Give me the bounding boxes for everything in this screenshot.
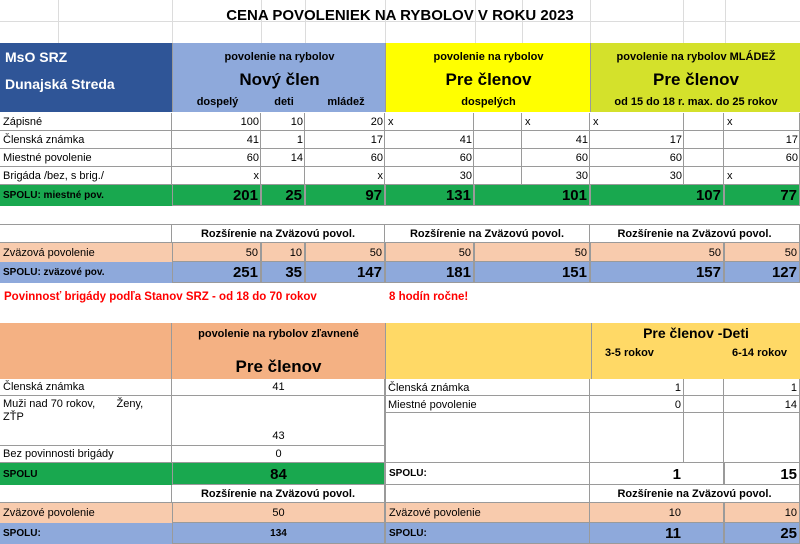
- header-members-adult-title: Pre členov: [445, 70, 532, 89]
- kids-row-label: Miestné povolenie: [388, 398, 477, 411]
- org-line1: MsO SRZ: [5, 49, 68, 65]
- table-cell: [474, 113, 522, 131]
- table-value: 17: [669, 134, 682, 146]
- disc-zv-value: 50: [272, 507, 285, 519]
- zv-row-label: Zväzová povolenie: [3, 246, 95, 259]
- header-sub-adult: dospelý: [196, 96, 239, 108]
- disc-ext-header: Rozšírenie na Zväzovú povol.: [172, 485, 385, 503]
- table-value: x: [593, 116, 599, 128]
- total-value: 101: [561, 187, 587, 204]
- org-box: [0, 43, 172, 112]
- disc-row-value: 0: [275, 448, 282, 460]
- table-value: 14: [290, 152, 303, 164]
- disc-row-value: 43: [272, 430, 285, 442]
- header-members-youth-sub: od 15 do 18 r. max. do 25 rokov: [614, 96, 778, 108]
- ext-header-cell: Rozšírenie na Zväzovú povol.: [590, 224, 800, 243]
- table-value: x: [388, 116, 394, 128]
- header-new-member-top: povolenie na rybolov: [224, 51, 335, 63]
- disc-row-label: Muži nad 70 rokov, Ženy, ZŤP: [3, 398, 144, 423]
- zv-value: 50: [245, 246, 258, 259]
- table-value: 30: [459, 170, 472, 182]
- header-sub-kids: deti: [274, 96, 294, 108]
- zv-total-value: 147: [356, 264, 382, 281]
- table-value: 41: [459, 134, 472, 146]
- table-value: 60: [669, 152, 682, 164]
- table-value: 60: [246, 152, 259, 164]
- total-value: 77: [780, 187, 797, 204]
- zv-value: 50: [574, 246, 587, 259]
- kids-value-a: 1: [674, 381, 681, 394]
- discount-header-blank: [0, 323, 172, 379]
- disc-total-label: SPOLU: [3, 468, 38, 480]
- header-new-member: [172, 43, 385, 112]
- kids-value-b: 14: [784, 398, 797, 411]
- table-cell: [474, 149, 522, 167]
- table-cell: [684, 131, 724, 149]
- zv-total-value: 127: [771, 264, 797, 281]
- kids-total-a: 1: [672, 465, 681, 483]
- header-members-youth-title: Pre členov: [653, 70, 739, 89]
- kids-ext-blank: [385, 485, 590, 503]
- header-members-adult-top: povolenie na rybolov: [433, 51, 544, 63]
- table-value: x: [377, 170, 383, 182]
- zv-value: 50: [458, 246, 471, 259]
- table-cell: [684, 113, 724, 131]
- total-value: 131: [445, 187, 471, 204]
- header-new-member-title: Nový člen: [239, 70, 320, 89]
- kids-total-label: SPOLU:: [385, 463, 590, 485]
- kids-col-3-5: 3-5 rokov: [605, 347, 654, 359]
- table-value: 60: [785, 152, 798, 164]
- total-row-label: SPOLU: miestné pov.: [3, 190, 104, 201]
- zv-total-value: 251: [232, 264, 258, 281]
- brigade-hours: 8 hodín ročne!: [389, 291, 469, 303]
- total-value: 97: [365, 187, 382, 204]
- table-value: 17: [370, 134, 383, 146]
- org-line2: Dunajská Streda: [5, 76, 115, 92]
- table-row-label: Miestné povolenie: [0, 149, 172, 167]
- kids-ext-header: Rozšírenie na Zväzovú povol.: [590, 485, 800, 503]
- table-value: x: [727, 116, 733, 128]
- kids-cell-gap: [684, 396, 724, 413]
- disc-row-label: Členská známka: [3, 381, 85, 393]
- kids-header: [385, 323, 800, 379]
- zv-value: 10: [289, 246, 302, 259]
- page-title: CENA POVOLENIEK NA RYBOLOV V ROKU 2023: [226, 6, 574, 24]
- zv-total-value: 157: [695, 264, 721, 281]
- kids-value-b: 1: [790, 381, 797, 394]
- disc-row-value: 41: [272, 381, 285, 393]
- header-members-adult-sub: dospelých: [461, 96, 516, 108]
- table-value: 41: [575, 134, 588, 146]
- table-value: 60: [575, 152, 588, 164]
- table-row-label: Zápisné: [0, 113, 172, 131]
- header-members-adult: [385, 43, 590, 112]
- zv-value: 50: [708, 246, 721, 259]
- table-cell: [474, 167, 522, 185]
- discount-header: [0, 323, 385, 379]
- kids-zv-label: Zväzové povolenie: [385, 503, 590, 523]
- table-cell: [261, 167, 305, 185]
- discount-header-top: povolenie na rybolov zľavnené: [198, 328, 359, 340]
- kids-header-title: Pre členov -Deti: [643, 325, 749, 341]
- disc-ext-blank: [0, 485, 172, 503]
- kids-value-a: 0: [674, 398, 681, 411]
- kids-total-b: 15: [780, 465, 797, 483]
- disc-sum-label: SPOLU:: [3, 528, 41, 539]
- table-value: 1: [296, 134, 303, 146]
- header-members-youth-top: povolenie na rybolov MLÁDEŽ: [616, 51, 776, 63]
- disc-sum-value: 134: [270, 528, 287, 539]
- table-value: 30: [669, 170, 682, 182]
- zv-total-label: SPOLU: zväzové pov.: [3, 267, 105, 278]
- header-sub-youth: mládež: [327, 96, 365, 108]
- ext-header-cell: Rozšírenie na Zväzovú povol.: [172, 224, 385, 243]
- ext-header-cell: Rozšírenie na Zväzovú povol.: [385, 224, 590, 243]
- disc-zv-label: Zväzové povolenie: [3, 507, 95, 519]
- table-value: 30: [575, 170, 588, 182]
- table-cell: [684, 149, 724, 167]
- disc-row-label: Bez povinnosti brigády: [3, 448, 114, 460]
- table-value: 20: [370, 116, 383, 128]
- table-value: 17: [785, 134, 798, 146]
- table-value: x: [253, 170, 259, 182]
- total-value: 201: [232, 187, 258, 204]
- kids-zv-b: 10: [784, 507, 797, 519]
- kids-sum-label: SPOLU:: [385, 523, 590, 544]
- kids-empty: [590, 413, 684, 463]
- kids-row-label: Členská známka: [388, 381, 470, 394]
- table-row-label: Brigáda /bez, s brig./: [0, 167, 172, 185]
- ext-header-blank: [0, 224, 172, 243]
- disc-total-value: 84: [270, 465, 287, 483]
- zv-total-value: 151: [561, 264, 587, 281]
- kids-sum-a: 11: [665, 525, 681, 542]
- table-cell: [684, 167, 724, 185]
- discount-header-title: Pre členov: [235, 357, 322, 376]
- kids-empty: [684, 413, 724, 463]
- kids-empty: [385, 413, 590, 463]
- kids-empty: [724, 413, 800, 463]
- zv-total-value: 35: [285, 264, 302, 281]
- zv-value: 50: [369, 246, 382, 259]
- total-value: 107: [695, 187, 721, 204]
- table-row-label: Členská známka: [0, 131, 172, 149]
- kids-cell-gap: [684, 379, 724, 396]
- table-value: 100: [240, 116, 259, 128]
- kids-sum-b: 25: [780, 525, 797, 542]
- table-value: x: [525, 116, 531, 128]
- kids-zv-a: 10: [668, 507, 681, 519]
- header-members-youth: [590, 43, 800, 112]
- table-value: x: [727, 170, 733, 182]
- zv-total-value: 181: [445, 264, 471, 281]
- table-value: 10: [290, 116, 303, 128]
- kids-col-6-14: 6-14 rokov: [732, 347, 788, 359]
- table-cell: [474, 131, 522, 149]
- table-value: 60: [459, 152, 472, 164]
- brigade-notice: Povinnosť brigády podľa Stanov SRZ - od 18 do 70 rokov: [4, 291, 317, 303]
- total-value: 25: [285, 187, 302, 204]
- table-value: 41: [246, 134, 259, 146]
- zv-value: 50: [784, 246, 797, 259]
- table-value: 60: [370, 152, 383, 164]
